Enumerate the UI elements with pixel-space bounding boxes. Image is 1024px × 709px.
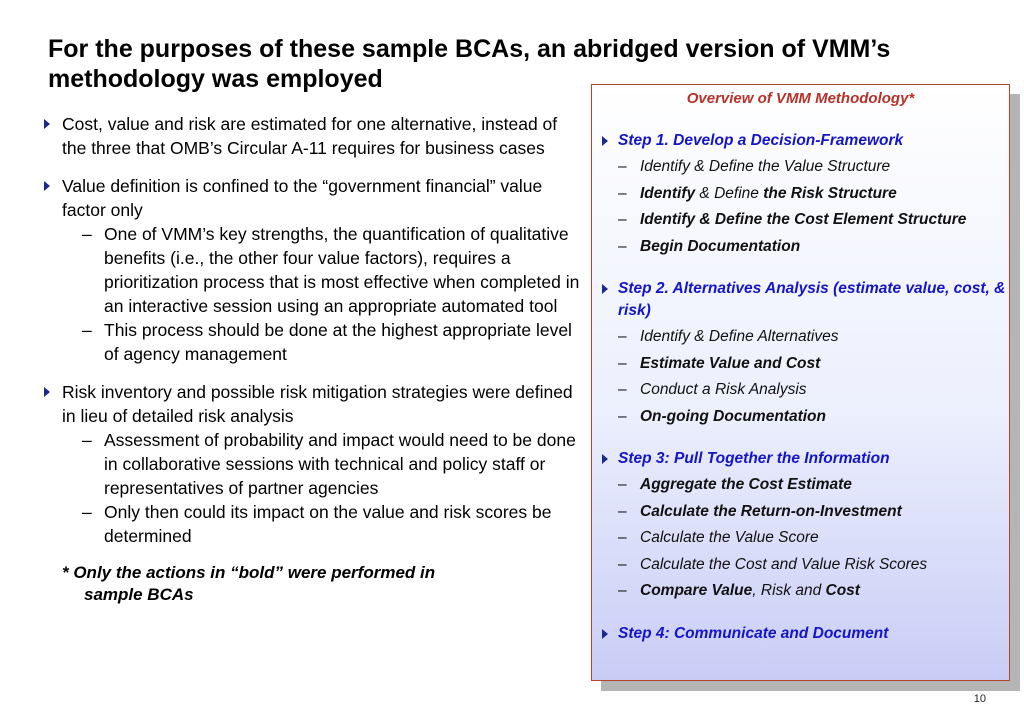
bullet-item (42, 380, 582, 548)
spacer (602, 264, 1007, 278)
step-label: Step 3: Pull Together the Information (618, 450, 890, 467)
step-item (602, 448, 1007, 470)
step-label: Step 2. Alternatives Analysis (estimate value, cost, & risk) (618, 280, 1006, 319)
dash-marker: – (82, 320, 92, 340)
step-action (602, 476, 1007, 494)
dash-marker: – (618, 529, 627, 546)
bullet-triangle-icon (44, 387, 50, 397)
note-line: * Only the actions in “bold” were performed in (62, 563, 436, 582)
action-text: Calculate the Return-on-Investment (640, 502, 902, 520)
page-number: 10 (973, 693, 986, 705)
step-action (602, 158, 1007, 176)
action-text: Calculate the Value Score (640, 529, 819, 546)
action-text: Identify & Define Alternatives (640, 328, 839, 345)
action-text: , Risk and (752, 582, 826, 599)
sub-bullet-text: One of VMM’s key strengths, the quantification of qualitative benefits (i.e., the other four value factors), requires a prioritization process that is most effective when completed in an interactive session using an appropriate automated tool (104, 224, 580, 316)
dash-marker: – (618, 211, 627, 228)
step-triangle-icon (602, 454, 608, 464)
step-action (602, 328, 1007, 346)
step-action (602, 529, 1007, 547)
bold-actions-note (42, 562, 582, 606)
step-triangle-icon (602, 284, 608, 294)
dash-marker: – (618, 555, 627, 573)
bullet-text: Value definition is confined to the “government financial” value factor only (62, 176, 543, 220)
step-label: Step 1. Develop a Decision-Framework (618, 132, 904, 149)
action-text: Calculate the Cost and Value Risk Scores (640, 555, 928, 573)
step-action (602, 556, 1007, 574)
step-action (602, 381, 1007, 399)
steps-list (602, 130, 1007, 651)
slide-title: For the purposes of these sample BCAs, an abridged version of VMM’s methodology was employed (48, 35, 891, 93)
dash-marker: – (618, 502, 627, 520)
dash-marker: – (618, 381, 627, 398)
dash-marker: – (618, 158, 627, 175)
bullet-triangle-icon (44, 119, 50, 129)
sub-bullet-text: Only then could its impact on the value and risk scores be determined (104, 502, 552, 546)
dash-marker: – (618, 237, 627, 255)
action-text: Identify & Define the Cost Element Structure (640, 211, 967, 228)
action-text: Identify (640, 184, 696, 202)
step-action (602, 211, 1007, 229)
dash-marker: – (618, 476, 627, 493)
sub-bullet-item (62, 222, 582, 318)
step-item (602, 623, 1007, 645)
spacer (602, 434, 1007, 448)
action-text: Compare Value (640, 582, 753, 599)
action-text: Estimate Value and Cost (640, 354, 821, 372)
action-text: On-going Documentation (640, 407, 826, 425)
bullet-text: Cost, value and risk are estimated for one alternative, instead of the three that OMB’s Circular A-11 requires for business cases (62, 114, 558, 158)
step-action (602, 582, 1007, 600)
bullet-item (42, 174, 582, 366)
action-text: Cost (825, 582, 860, 599)
action-text: Aggregate the Cost Estimate (640, 476, 852, 493)
step-item (602, 130, 1007, 152)
action-text: Begin Documentation (640, 237, 801, 255)
dash-marker: – (82, 224, 92, 244)
note-line: sample BCAs (84, 585, 194, 604)
bullet-text: Risk inventory and possible risk mitigation strategies were defined in lieu of detailed risk analysis (62, 382, 573, 426)
action-text: Conduct a Risk Analysis (640, 381, 807, 398)
dash-marker: – (82, 502, 92, 522)
sub-bullet-item (62, 428, 582, 500)
step-action (602, 503, 1007, 521)
dash-marker: – (618, 184, 627, 202)
spacer (602, 609, 1007, 623)
action-text: Identify & Define the Value Structure (640, 158, 891, 175)
step-triangle-icon (602, 629, 608, 639)
dash-marker: – (618, 354, 627, 372)
action-text: & Define (695, 184, 764, 202)
step-action (602, 185, 1007, 203)
step-action (602, 238, 1007, 256)
dash-marker: – (618, 328, 627, 345)
action-text: the Risk Structure (763, 184, 897, 202)
step-action (602, 408, 1007, 426)
dash-marker: – (82, 430, 92, 450)
panel-title: Overview of VMM Methodology* (686, 90, 915, 107)
bullet-triangle-icon (44, 181, 50, 191)
step-item (602, 278, 1007, 322)
step-action (602, 355, 1007, 373)
sub-bullet-item (62, 318, 582, 366)
dash-marker: – (618, 582, 627, 599)
left-bullets (42, 112, 582, 606)
sub-bullet-text: Assessment of probability and impact would need to be done in collaborative sessions with technical and policy staff or representatives of partner agencies (104, 430, 576, 498)
sub-bullet-item (62, 500, 582, 548)
step-triangle-icon (602, 136, 608, 146)
dash-marker: – (618, 407, 627, 425)
sub-bullet-text: This process should be done at the highest appropriate level of agency management (104, 320, 572, 364)
step-label: Step 4: Communicate and Document (618, 624, 889, 642)
bullet-item (42, 112, 582, 160)
vmm-overview-panel (591, 84, 1010, 681)
